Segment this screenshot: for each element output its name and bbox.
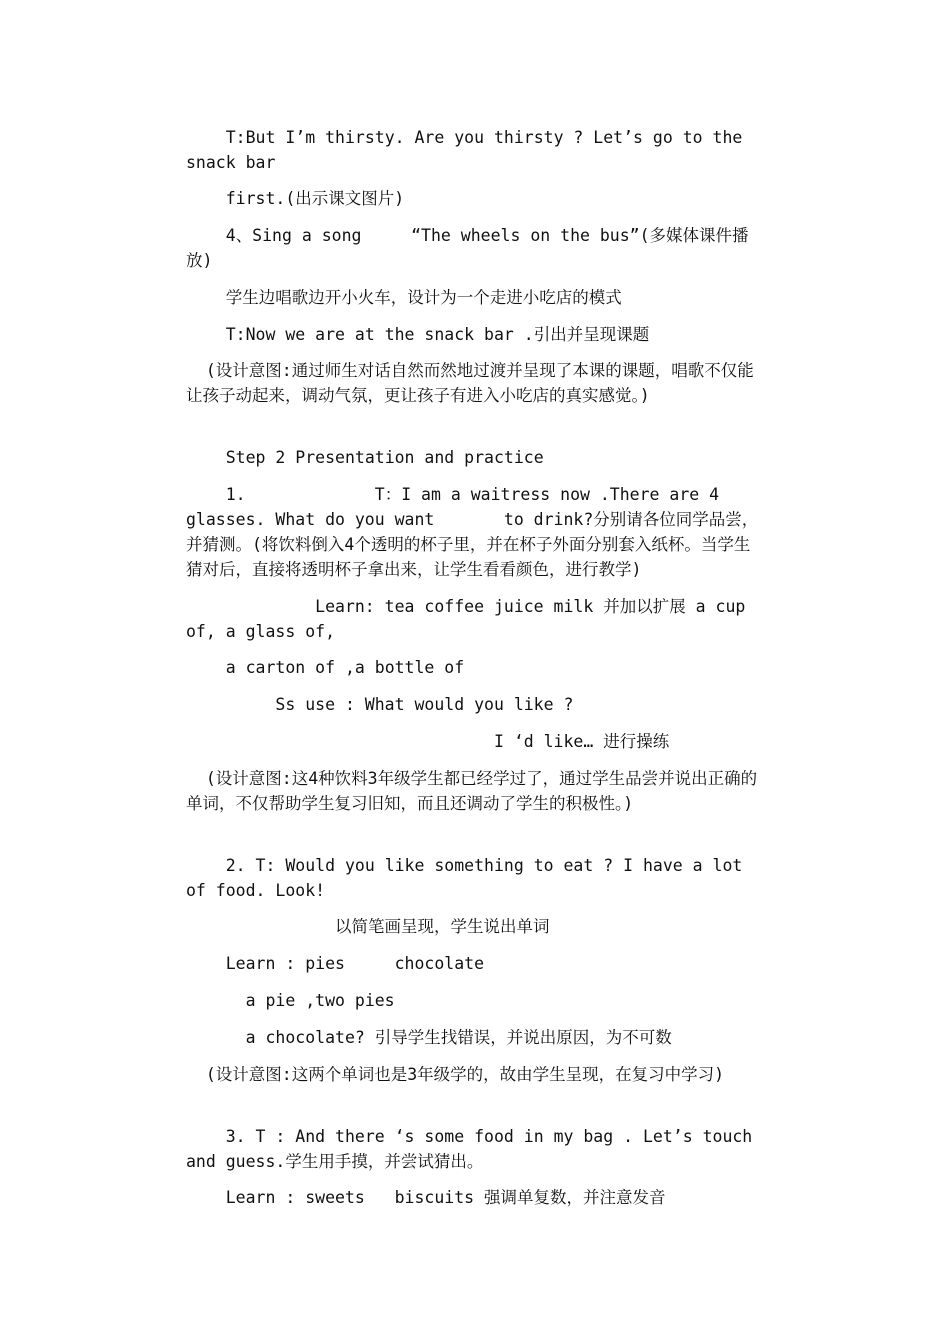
paragraph-item-1-waitress: 1. T：I am a waitress now .There are 4 glasses. What do you want to drink?分别请各位同学品尝，并猜测。(将饮料倒入4个透明的杯子里，并在杯子外面分别套入纸杯。当学生猜对后，直接将透明杯子拿出来，让学生看看颜色，进行教学)	[186, 485, 759, 579]
paragraph-dialogue-thirsty: T:But I’m thirsty. Are you thirsty ? Let’s go to the snack bar	[186, 128, 753, 172]
paragraph-learn-pies: Learn : pies chocolate	[186, 954, 485, 973]
section-heading-step-2: Step 2 Presentation and practice	[186, 448, 544, 467]
paragraph-learn-sweets: Learn : sweets biscuits 强调单复数，并注意发音	[186, 1188, 666, 1207]
paragraph-item-3-touch: 3. T : And there ‘s some food in my bag . Let’s touch and guess.学生用手摸，并尝试猜出。	[186, 1127, 763, 1171]
paragraph-design-intent-3: (设计意图:这两个单词也是3年级学的，故由学生呈现，在复习中学习)	[186, 1065, 725, 1084]
paragraph-design-intent-1: (设计意图:通过师生对话自然而然地过渡并呈现了本课的课题，唱歌不仅能让孩子动起来，调动气氛，更让孩子有进入小吃店的真实感觉。)	[186, 361, 754, 405]
paragraph-sing-song: 4、Sing a song “The wheels on the bus”(多媒体课件播放)	[186, 226, 749, 270]
paragraph-snack-bar-topic: T:Now we are at the snack bar .引出并呈现课题	[186, 325, 650, 344]
paragraph-ss-use: Ss use : What would you like ?	[186, 695, 574, 714]
paragraph-first-picture: first.(出示课文图片)	[186, 189, 405, 208]
paragraph-id-like: I ‘d like… 进行操练	[186, 732, 670, 751]
paragraph-pie-pies: a pie ,two pies	[186, 991, 395, 1010]
paragraph-drawing: 以简笔画呈现，学生说出单词	[186, 917, 550, 936]
paragraph-chocolate-error: a chocolate? 引导学生找错误，并说出原因，为不可数	[186, 1028, 672, 1047]
paragraph-learn-drinks: Learn: tea coffee juice milk 并加以扩展 a cup of, a glass of,	[186, 597, 756, 641]
paragraph-carton-bottle: a carton of ,a bottle of	[186, 658, 465, 677]
paragraph-design-intent-2: (设计意图:这4种饮料3年级学生都已经学过了，通过学生品尝并说出正确的单词，不仅帮助学生复习旧知，而且还调动了学生的积极性。)	[186, 769, 758, 813]
paragraph-item-2-eat: 2. T: Would you like something to eat ? I have a lot of food. Look!	[186, 856, 753, 900]
paragraph-train-activity: 学生边唱歌边开小火车，设计为一个走进小吃店的模式	[186, 288, 622, 307]
